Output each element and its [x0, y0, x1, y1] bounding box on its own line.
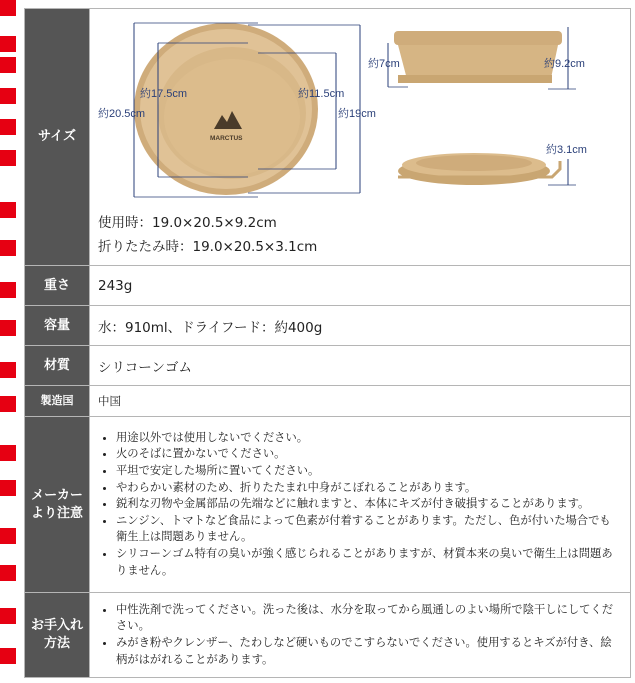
maker-notes-label-line2: より注意	[30, 505, 83, 521]
row-label-care	[25, 593, 90, 678]
list-item: • 中性洗剤で洗ってください。洗った後は、水分を取ってから風通しのよい場所で陰干しにしてください。	[116, 602, 618, 635]
weight-value: 243g	[90, 266, 631, 306]
row-weight	[25, 266, 631, 306]
list-item: • 平坦で安定した場所に置いてください。	[116, 463, 618, 480]
list-item: • 用途以外では使用しないでください。	[116, 430, 618, 447]
dim-height-outer: 約9.2cm	[544, 58, 585, 70]
row-label-origin: 製造国	[25, 386, 90, 417]
list-item: • みがき粉やクレンザー、たわしなど硬いものでこすらないでください。使用するとキズが付き、絵柄がはがれることがあります。	[116, 635, 618, 668]
row-material	[25, 346, 631, 386]
row-label-weight: 重さ	[25, 266, 90, 306]
row-care	[25, 593, 631, 678]
care-cell	[90, 593, 631, 678]
dim-height-inner: 約7cm	[368, 58, 400, 70]
brand-logo-text: MARCTUS	[210, 135, 243, 142]
dim-depth-outer: 約20.5cm	[98, 108, 146, 120]
product-dimension-diagram	[98, 13, 628, 209]
size-folded: 折りたたみ時：19.0×20.5×3.1cm	[98, 239, 318, 255]
maker-notes-cell	[90, 417, 631, 593]
maker-notes-label-line1: メーカー	[31, 487, 83, 503]
dim-folded-height: 約3.1cm	[546, 144, 587, 156]
care-label-line2: 方法	[43, 636, 70, 651]
row-label-size: サイズ	[25, 9, 90, 266]
list-item: • シリコーンゴム特有の臭いが強く感じられることがありますが、材質本来の臭いで衛生上は問題ありません。	[116, 546, 618, 579]
dim-width-outer: 約19cm	[338, 108, 376, 120]
row-origin	[25, 386, 631, 417]
red-edge-decoration	[0, 0, 22, 683]
row-capacity	[25, 306, 631, 346]
row-maker-notes	[25, 417, 631, 593]
row-label-maker-notes	[25, 417, 90, 593]
size-cell	[90, 9, 631, 266]
care-list	[90, 596, 630, 674]
size-in-use: 使用時：19.0×20.5×9.2cm	[98, 215, 277, 231]
row-label-material: 材質	[25, 346, 90, 386]
maker-notes-list	[90, 424, 630, 585]
row-label-capacity: 容量	[25, 306, 90, 346]
list-item: • 火のそばに置かないでください。	[116, 446, 618, 463]
list-item: • やわらかい素材のため、折りたたまれ中身がこぼれることがあります。	[116, 480, 618, 497]
dim-width-inner: 約17.5cm	[140, 88, 188, 100]
material-value: シリコーンゴム	[90, 346, 631, 386]
list-item: • ニンジン、トマトなど食品によって色素が付着することがあります。ただし、色が付いた場合でも衛生上は問題ありません。	[116, 513, 618, 546]
row-size	[25, 9, 631, 266]
capacity-value: 水：910ml、ドライフード：約400g	[90, 306, 631, 346]
origin-value: 中国	[90, 386, 631, 417]
dim-depth-inner: 約11.5cm	[298, 88, 345, 100]
spec-table	[24, 8, 631, 678]
list-item: • 鋭利な刃物や金属部品の先端などに触れますと、本体にキズが付き破損することがあります。	[116, 496, 618, 513]
care-label-line1: お手入れ	[30, 618, 83, 634]
